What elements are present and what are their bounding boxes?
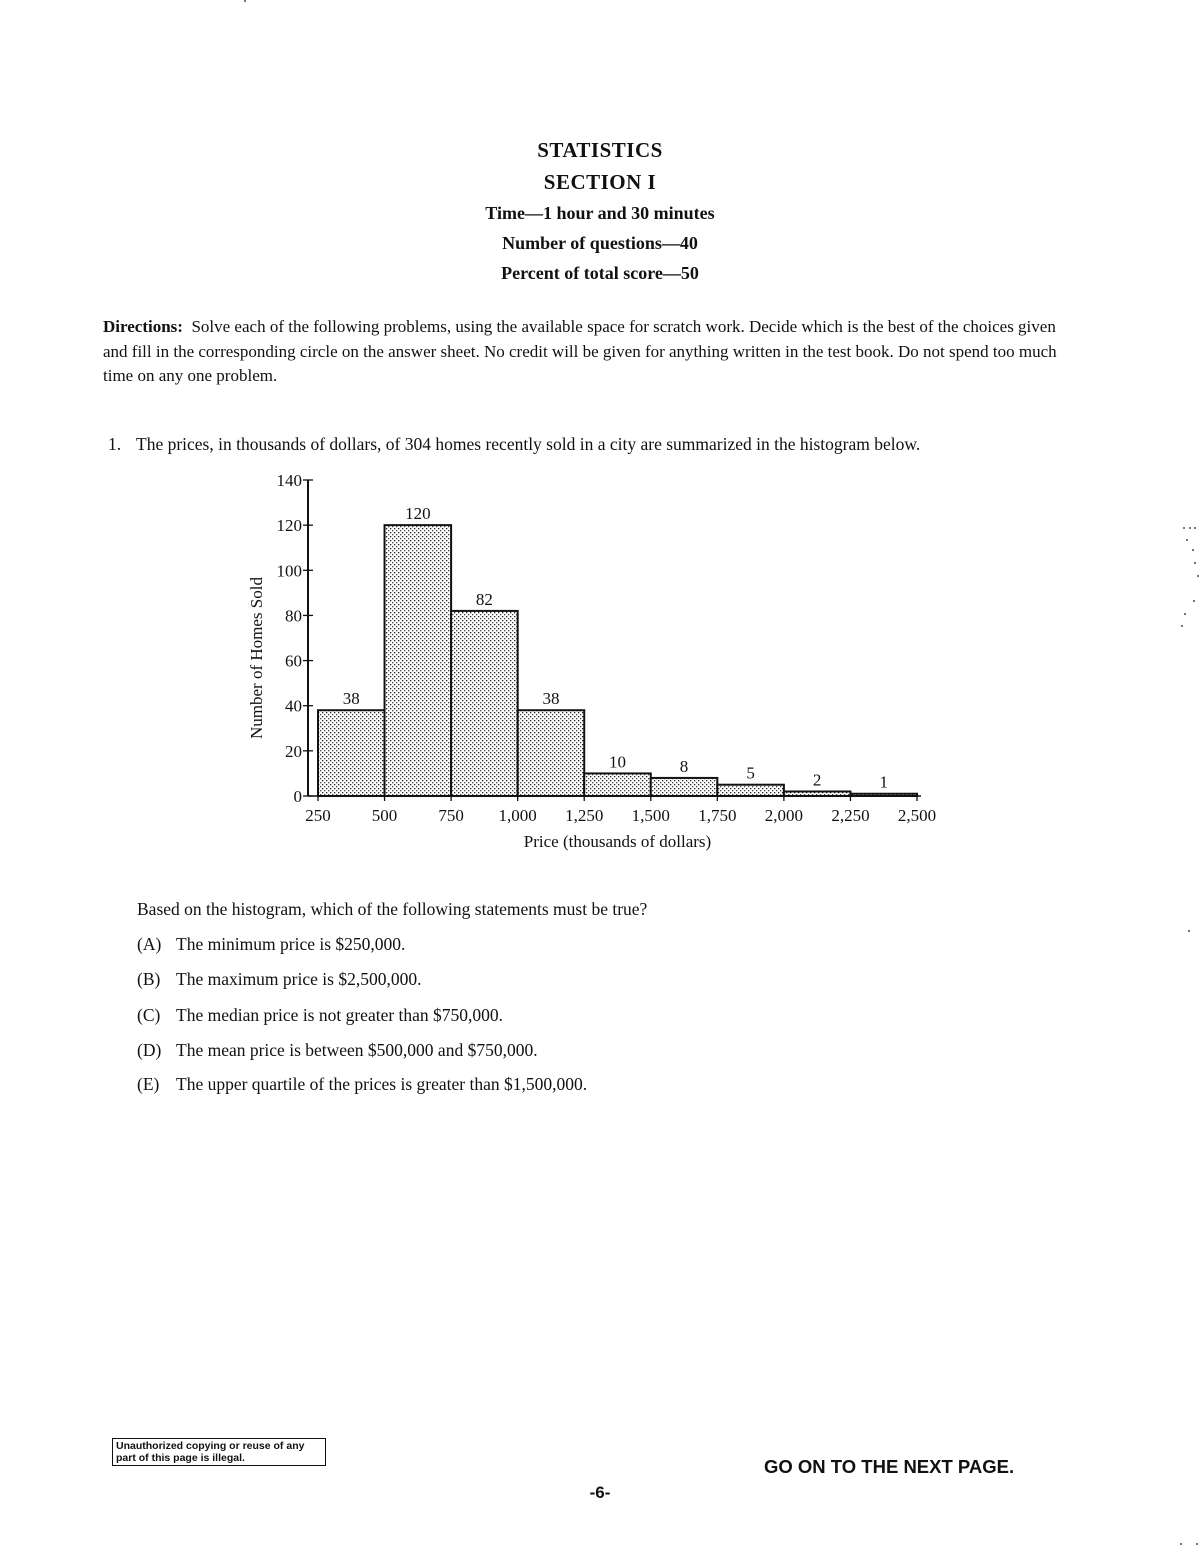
x-tick-label: 2,000: [764, 806, 804, 825]
x-tick-label: 1,500: [631, 806, 670, 825]
copyright-notice: Unauthorized copying or reuse of any part of this page is illegal.: [112, 1438, 326, 1466]
choice-letter: (C): [137, 1005, 161, 1025]
y-tick-label: 80: [285, 606, 302, 626]
scan-speck: [1189, 527, 1191, 529]
answer-choice-d[interactable]: [137, 1040, 538, 1061]
bar-value-label: 10: [609, 752, 626, 772]
directions: [103, 315, 1063, 389]
answer-choice-c[interactable]: [137, 1005, 503, 1026]
choice-letter: (A): [137, 934, 162, 954]
histogram-chart: [230, 460, 960, 860]
x-tick-label: 250: [305, 806, 331, 825]
question-number: 1.: [108, 434, 122, 454]
page-number: -6-: [589, 1483, 611, 1502]
continue-notice: GO ON TO THE NEXT PAGE.: [764, 1456, 1015, 1477]
directions-text: Solve each of the following problems, using the available space for scratch work. Decide which is the best of the choices given and fill in the corresponding circle on the answer sheet. No credit will be given for anything written in the test book. Do not spend too much time on any one problem.: [103, 317, 1057, 385]
scan-speck: [244, 0, 246, 2]
time-limit: Time—1 hour and 30 minutes: [485, 203, 715, 223]
x-tick-label: 2,500: [897, 806, 937, 825]
histogram-bar: [385, 525, 452, 796]
x-tick-label: 1,000: [498, 806, 537, 825]
scan-speck: [1184, 613, 1186, 615]
question-stem: [108, 434, 920, 455]
subject-title: STATISTICS: [537, 138, 663, 162]
choice-text: The mean price is between $500,000 and $750,000.: [176, 1040, 538, 1060]
bar-value-label: 120: [405, 504, 431, 524]
scan-speck: [1194, 527, 1196, 529]
choice-letter: (B): [137, 969, 161, 989]
choice-letter: (E): [137, 1074, 160, 1094]
directions-label: Directions:: [103, 317, 183, 336]
scan-speck: [1192, 549, 1194, 551]
x-axis-label: Price (thousands of dollars): [523, 832, 712, 851]
y-tick-label: 120: [276, 516, 302, 536]
histogram-bar: [651, 778, 718, 796]
y-tick-label: 0: [293, 787, 302, 806]
question-text: The prices, in thousands of dollars, of 304 homes recently sold in a city are summarized in the histogram below.: [136, 434, 921, 454]
score-percent: Percent of total score—50: [501, 263, 699, 283]
scan-speck: [1188, 930, 1190, 932]
choice-text: The maximum price is $2,500,000.: [176, 969, 422, 989]
scan-speck: [1181, 625, 1183, 627]
x-tick-label: 1,750: [698, 806, 737, 825]
x-tick-label: 1,250: [565, 806, 604, 825]
histogram-bar: [584, 773, 651, 796]
choice-text: The minimum price is $250,000.: [176, 934, 406, 954]
scan-speck: [1186, 539, 1188, 541]
scan-speck: [1193, 600, 1195, 602]
x-tick-label: 750: [438, 806, 464, 825]
histogram-bar: [318, 710, 385, 796]
bar-value-label: 8: [679, 756, 689, 776]
bar-value-label: 38: [542, 689, 560, 709]
x-tick-label: 500: [371, 806, 398, 825]
y-tick-label: 100: [276, 561, 302, 581]
choice-text: The upper quartile of the prices is greater than $1,500,000.: [176, 1074, 588, 1094]
answer-choice-a[interactable]: [137, 934, 405, 955]
bar-value-label: 38: [342, 689, 360, 709]
choice-letter: (D): [137, 1040, 162, 1060]
bar-value-label: 2: [812, 770, 822, 790]
x-ticks-group: [305, 796, 936, 825]
bar-value-label: 82: [475, 589, 493, 609]
scan-speck: [1197, 575, 1199, 577]
y-tick-label: 40: [285, 696, 302, 716]
question-prompt: Based on the histogram, which of the following statements must be true?: [137, 899, 648, 919]
y-axis-label: Number of Homes Sold: [247, 577, 266, 739]
bar-value-label: 1: [879, 772, 888, 792]
histogram-bar: [717, 785, 784, 796]
scan-speck: [1180, 1543, 1182, 1545]
histogram-bar: [451, 611, 518, 796]
scan-speck: [1196, 1543, 1198, 1545]
histogram-bar: [518, 710, 585, 796]
y-tick-label: 20: [285, 741, 302, 761]
scan-speck: [1183, 527, 1185, 529]
x-tick-label: 2,250: [831, 806, 870, 825]
question-count: Number of questions—40: [502, 233, 698, 253]
y-tick-label: 140: [276, 471, 302, 490]
y-tick-label: 60: [285, 651, 302, 671]
section-title: SECTION I: [543, 170, 657, 194]
answer-choice-e[interactable]: [137, 1074, 587, 1095]
choice-text: The median price is not greater than $750,000.: [176, 1005, 504, 1025]
answer-choice-b[interactable]: [137, 969, 421, 990]
scan-speck: [1194, 562, 1196, 564]
bar-value-label: 5: [746, 763, 755, 783]
